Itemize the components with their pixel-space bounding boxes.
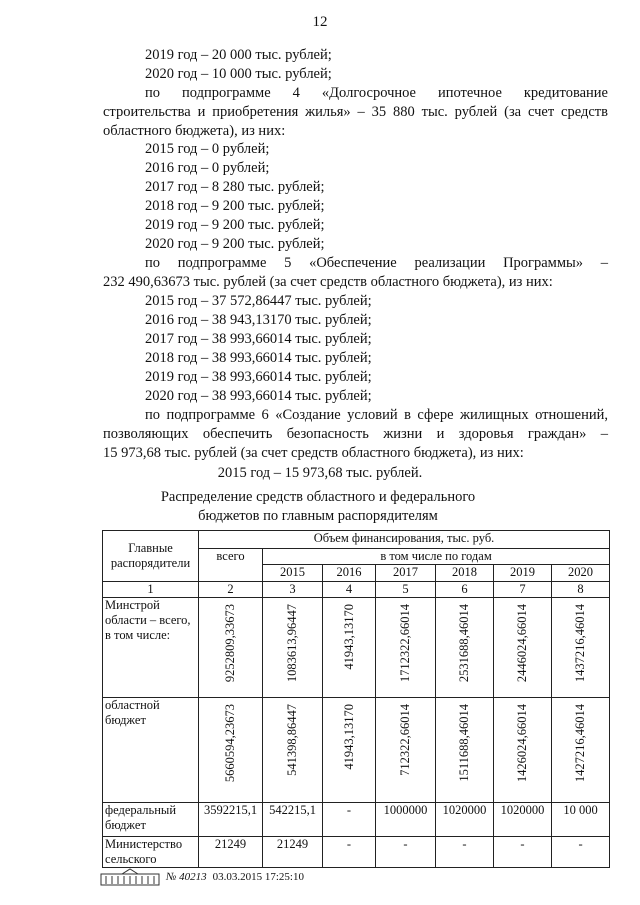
column-number: 7 [494,582,552,598]
table-cell: 21249 [263,837,323,868]
document-number: № 40213 [166,871,207,883]
table-cell: 21249 [199,837,263,868]
table-cell: 2446024,66014 [515,604,529,683]
text-line: 2017 год – 8 280 тыс. рублей; [145,179,325,195]
header-year: 2017 [376,565,436,582]
table-cell: 1083613,96447 [285,604,299,683]
table-cell: 1020000 [494,803,552,837]
table-cell: 9252809,33673 [223,604,237,683]
table-cell: 5660594,23673 [223,704,237,783]
row-label: Минстрой области – всего, в том числе: [103,598,199,698]
header-year: 2016 [323,565,376,582]
row-label: областной бюджет [103,698,199,803]
text-line: по подпрограмме 6 «Создание условий в сфере жилищных отношений, [145,407,608,423]
column-number: 8 [552,582,610,598]
table-cell: 1020000 [436,803,494,837]
column-number: 4 [323,582,376,598]
text-line: 2019 год – 20 000 тыс. рублей; [145,47,332,63]
text-line: 15 973,68 тыс. рублей (за счет средств областного бюджета), из них: [103,445,524,461]
row-label: Министерство сельского [103,837,199,868]
table-cell: - [376,837,436,868]
table-cell: 1000000 [376,803,436,837]
header-main-distributors: Главные распорядители [103,531,199,582]
text-line: 232 490,63673 тыс. рублей (за счет средств областного бюджета), из них: [103,274,553,290]
table-cell: 1511688,46014 [457,704,471,782]
text-line: по подпрограмме 5 «Обеспечение реализации Программы» – [145,255,608,271]
text-line: 2016 год – 0 рублей; [145,160,270,176]
text-line: позволяющих обеспечить безопасность жизни и здоровья граждан» – [103,426,608,442]
column-number: 1 [103,582,199,598]
table-cell: 542215,1 [263,803,323,837]
table-cell: 1426024,66014 [515,704,529,783]
table-cell: 2531688,46014 [457,604,471,683]
text-line: 2018 год – 9 200 тыс. рублей; [145,198,325,214]
page-number: 12 [312,14,328,30]
text-line: 2015 год – 15 973,68 тыс. рублей. [217,465,423,481]
table-cell: 1437216,46014 [573,604,588,683]
header-financing-volume: Объем финансирования, тыс. руб. [199,531,610,549]
header-year: 2020 [552,565,610,582]
text-line: 2020 год – 10 000 тыс. рублей; [145,66,332,82]
text-line: 2018 год – 38 993,66014 тыс. рублей; [145,350,372,366]
registry-stamp-icon [100,868,160,886]
table-cell: - [436,837,494,868]
table-cell: 1712322,66014 [398,604,412,683]
text-line: строительства и приобретения жилья» – 35 880 тыс. рублей (за счет средств [103,104,608,120]
table-cell: 541398,86447 [285,704,299,776]
table-cell: - [494,837,552,868]
table-row [103,698,610,803]
table-cell: 1427216,46014 [573,704,588,783]
text-line: 2016 год – 38 943,13170 тыс. рублей; [145,312,372,328]
row-label: федеральный бюджет [103,803,199,837]
text-line: по подпрограмме 4 «Долгосрочное ипотечное кредитование [145,85,608,101]
header-year: 2019 [494,565,552,582]
header-total: всего [199,549,263,582]
table-row [103,803,610,837]
footer [100,868,304,886]
text-line: 2015 год – 0 рублей; [145,141,270,157]
table-row [103,837,610,868]
table-cell: - [552,837,610,868]
financing-table [102,530,610,868]
table-row [103,598,610,698]
table-cell: - [323,803,376,837]
header-year: 2018 [436,565,494,582]
header-by-years: в том числе по годам [263,549,610,565]
column-number: 3 [263,582,323,598]
table-cell: 41943,13170 [341,604,356,670]
table-cell: 41943,13170 [341,704,356,770]
table-cell: 3592215,1 [199,803,263,837]
table-cell: - [323,837,376,868]
table-cell: 10 000 [552,803,610,837]
document-datetime: 03.03.2015 17:25:10 [212,871,304,883]
text-line: 2017 год – 38 993,66014 тыс. рублей; [145,331,372,347]
table-cell: 712322,66014 [398,704,412,776]
text-line: 2020 год – 9 200 тыс. рублей; [145,236,325,252]
text-line: 2019 год – 9 200 тыс. рублей; [145,217,325,233]
text-line: 2019 год – 38 993,66014 тыс. рублей; [145,369,372,385]
column-number: 5 [376,582,436,598]
column-number: 6 [436,582,494,598]
text-line: 2015 год – 37 572,86447 тыс. рублей; [145,293,372,309]
text-line: 2020 год – 38 993,66014 тыс. рублей; [145,388,372,404]
text-line: областного бюджета), из них: [103,123,286,139]
table-title-line-2: бюджетов по главным распорядителям [198,508,438,524]
header-year: 2015 [263,565,323,582]
column-number: 2 [199,582,263,598]
table-title-line-1: Распределение средств областного и федерального [160,489,476,505]
